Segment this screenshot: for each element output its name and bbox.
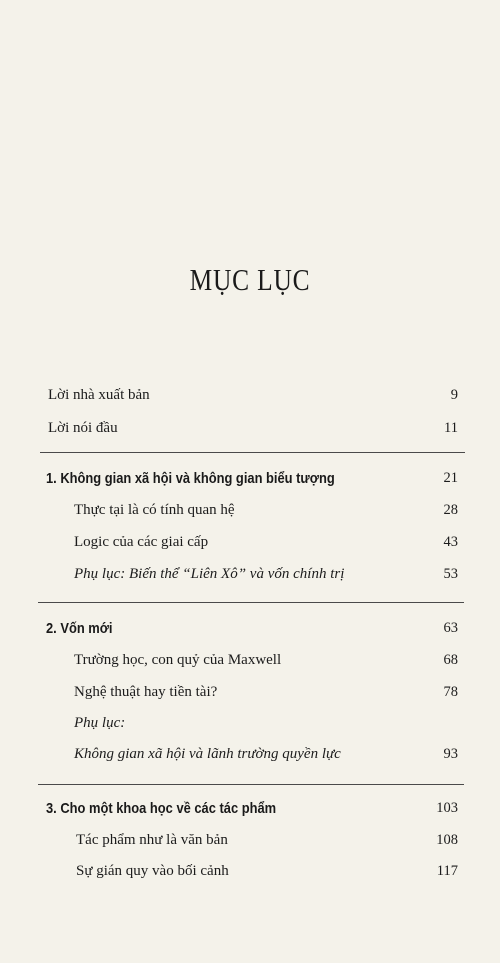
page-title: MỤC LỤC bbox=[189, 262, 311, 297]
toc-entry-page: 9 bbox=[450, 387, 458, 403]
toc-entry-label: Không gian xã hội và lãnh trường quyền lực bbox=[74, 746, 341, 762]
toc-entry-page: 28 bbox=[443, 502, 458, 518]
toc-entry-page: 108 bbox=[436, 832, 458, 848]
toc-entry-page: 68 bbox=[443, 652, 458, 668]
toc-entry-page: 78 bbox=[443, 684, 458, 700]
toc-entry-label: Phụ lục: Biến thể “Liên Xô” và vốn chính trị bbox=[74, 566, 345, 582]
chapter-divider bbox=[38, 784, 464, 785]
toc-entry-page: 93 bbox=[443, 746, 458, 762]
chapter-title: 1. Không gian xã hội và không gian biểu tượng bbox=[46, 470, 335, 487]
chapter-divider bbox=[38, 602, 464, 603]
toc-entry-label: Sự gián quy vào bối cảnh bbox=[76, 863, 229, 879]
toc-entry-label: Thực tại là có tính quan hệ bbox=[74, 502, 235, 518]
toc-entry-label: Nghệ thuật hay tiền tài? bbox=[74, 684, 218, 700]
toc-entry-label: Trường học, con quỷ của Maxwell bbox=[74, 652, 282, 668]
toc-entry-page: 11 bbox=[444, 420, 458, 436]
chapter-page: 63 bbox=[443, 620, 458, 636]
toc-entry-page: 117 bbox=[436, 863, 458, 879]
chapter-title: 2. Vốn mới bbox=[46, 620, 113, 637]
toc-entry-label: Tác phẩm như là văn bản bbox=[76, 832, 228, 848]
chapter-divider bbox=[40, 452, 465, 453]
toc-entry-label: Logic của các giai cấp bbox=[74, 534, 209, 550]
toc-entry-label: Phụ lục: bbox=[74, 715, 126, 731]
toc-entry-label: Lời nói đầu bbox=[48, 420, 118, 436]
chapter-page: 21 bbox=[443, 470, 458, 486]
toc-entry-page: 43 bbox=[443, 534, 458, 550]
toc-entry-page: 53 bbox=[443, 566, 458, 582]
chapter-page: 103 bbox=[436, 800, 458, 816]
toc-entry-label: Lời nhà xuất bản bbox=[48, 387, 150, 403]
chapter-title: 3. Cho một khoa học về các tác phẩm bbox=[46, 800, 277, 817]
